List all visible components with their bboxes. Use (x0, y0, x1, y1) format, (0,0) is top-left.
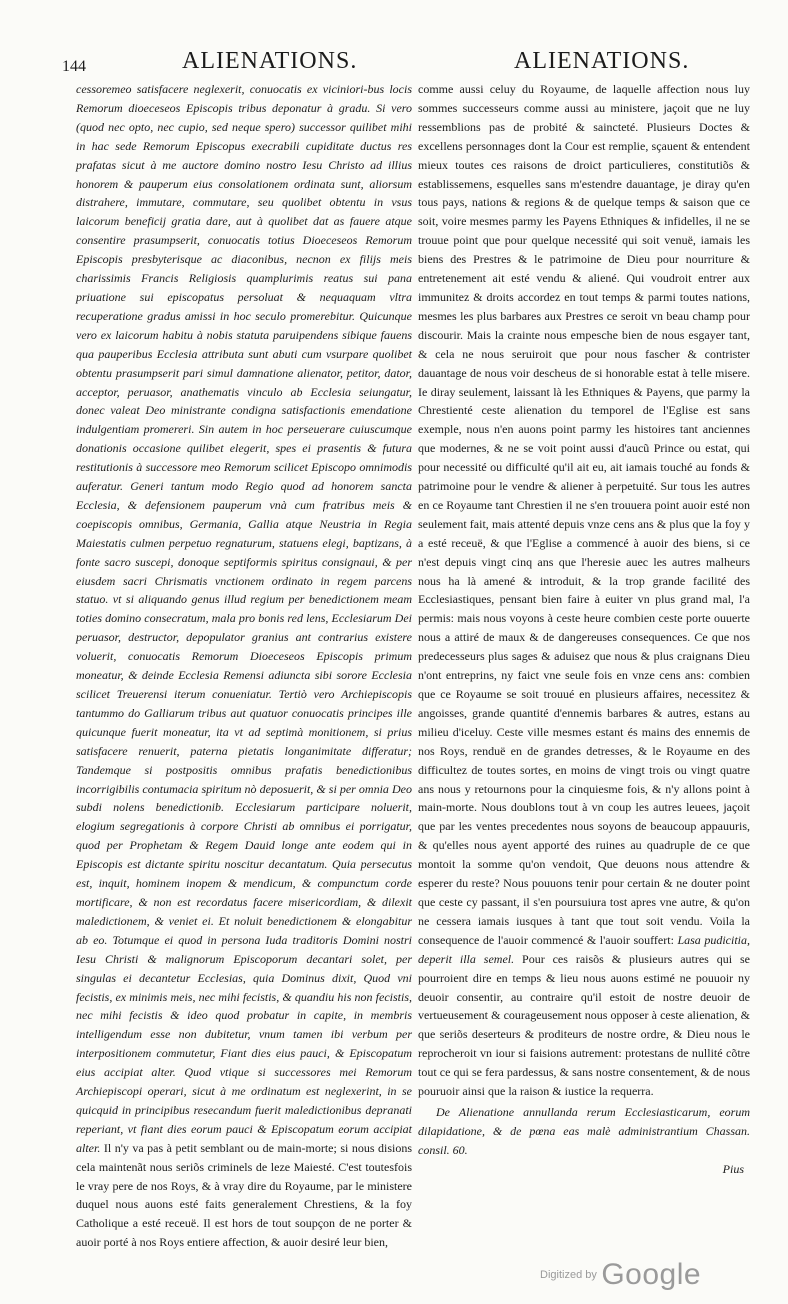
french-conclusion-text: Pour ces raisõs & plusieurs autres qui se pourroient dire en temps & lieu nous auons estimé ne pouuoir ny deuoir consentir, au contraire qu'il estoit de nostre deuoir de vertueusement & courageusement nous opposer à ceste alienation, & que seriõs deserteurs & proditeurs de nostre ordre, & Dieu nous le reprocheroit vn iour si faisions autrement: protestans de nullité cõtre tout ce qui se fera pardessus, & sans nostre consentement, & de nous pouruoir ainsi que la raison & iustice la requerra. (418, 951, 750, 1099)
running-title-left: ALIENATIONS. (182, 48, 358, 74)
right-column (418, 80, 750, 1160)
latin-quote: Lasa pudicitia, deperit illa semel. (418, 932, 750, 966)
watermark-prefix: Digitized by (540, 1269, 597, 1281)
folio-number: 144 (62, 58, 86, 75)
catchword: Pius (722, 1162, 744, 1176)
french-commentary-text: Il n'y va pas à petit semblant ou de main-morte; si nous disions cela maintenãt nous seriõs criminels de leze Maiesté. C'est toutesfois le vray pere de nos Roys, & à vray dire du Royaume, par le ministere duquel nous auons esté faits generalement Chrestiens, & la foy Catholique a esté receuë. Il est hors de tout soupçon de ne porter & auoir porté à nos Roys entiere affection, & auoir desiré leur bien, (76, 1140, 413, 1250)
marginal-note: De Alienatione annullanda rerum Ecclesiasticarum, eorum dilapidatione, & de pœna eas malè administrantium Chassan. consil. 60. (418, 1104, 750, 1157)
running-title-right: ALIENATIONS. (514, 48, 690, 74)
latin-decree-text: cessoremeo satisfacere neglexerit, conuocatis ex viciniori-bus locis Remorum dioeceseos Episcopis tribus deponatur à gradu. Si vero (quod nec opto, nec cupio, sed neque spero) successor quilibet mihi in hac sede Remorum Episcopus execrabili cupiditate ductus res prafatas sicut à me auctore domino nostro Iesu Christo ad illius honorem & pauperum eius consolationem ordinata sunt, aliorsum distrahere, immutare, commutare, seu quolibet obtentu in vsus laicorum beneficij gratia dare, aut à quolibet dat as fauere atque consentire prasumpserit, conuocatis totius Dioeceseos Remorum Episcopis presbyterisque ac diaconibus, necnon ex filijs meis charissimis Francis Religiosis quamplurimis reatus sui pana priuatione sui episcopatus persoluat & nequaquam vltra recuperatione gradus amissi in hoc seculo promerebitur. Quicunque vero ex laicorum habitu à nobis statuta paruipendens sibique fauens qua pauperibus Ecclesia attributa sunt abuti cum vsurpare quolibet obtentu prasumpserit pari simul damnatione alienator, petitor, dator, acceptor, peruasor, anathematis vinculo ab Ecclesia seiungatur, donec valeat Deo ministrante condigna satisfactionis emendatione indulgentiam promereri. Sin autem in hoc perseuerare cuiuscumque donationis occasione quilibet elegerit, spes ei prasentis & futura restitutionis à successore meo Remorum scilicet Episcopo omnimodis auferatur. Generi tantum modo Regio quod ad honorem sancta Ecclesia, & defensionem pauperum vnà cum fratribus meis & coepiscopis omnibus, Germania, Gallia atque Neustria in Regia Maiestatis culmen perpetuo regnaturum, statuens elegi, baptizans, à fonte sacro suscepi, donoque septiformis spiritus consignaui, & per eiusdem sacri Chrismatis vnctionem ordinato in regem parcens statuo. vt si aliquando genus illud regium per benedictionem meam toties domino consecratum, mala pro bonis red lens, Ecclesiarum Dei peruasor, destructor, depopulator granius ant contrarius existere voluerit, conuocatis Remorum Dioeceseos Episcopis primum moneatur, & deinde Ecclesia Remensi adiuncta sibi sorore Ecclesia scilicet Treuerensi iterum conueniatur. Tertiò vero Archiepiscopis tantummo do Galliarum tribus aut quatuor conuocatis principes ille quicunque fuerit moneatur, ita vt ad septimà monitionem, si prius satisfacere renuerit, paterna pietatis longanimitate differatur; Tandemque si postpositis omnibus prafatis benedictionibus incorrigibilis contumacia spiritum nò deposuerit, & si per omnia Deo subdi nolens benedictionib. Ecclesiarum participare noluerit, elogium segregationis à corpore Christi ab omnibus ei porrigatur, quod per Prophetam & Regem Dauid longe ante eodem qui in Episcopis est dictante spiritu noscitur decantatum. Quia persecutus est, inquit, hominem inopem & mendicum, & compunctum corde mortificare, & non est recordatus facere misericordiam, & dilexit maledictionem, & veniet ei. Et noluit benedictionem & elongabitur ab eo. Totumque ei quod in persona Iuda traditoris Domini nostri Iesu Christi & malignorum Episcoporum decantari solet, per singulas ei decantetur Ecclesias, quia Dominus dixit, Quod vni fecistis, ex minimis meis, nec mihi fecistis, & quandiu his non fecistis, nec mihi fecistis & ideo quod probatur in capite, in membris intelligendum esse non dubitetur, vnum tamen ibi verbum per interpositionem commutetur, Fiant dies eius pauci, & Episcopatum eius accipiat alter. Quod vtique si successores mei Remorum Archiepiscopi operari, sicut à me ordinatum est neglexerint, in se quicquid in principibus resecandum fuerit maledictionibus depranati reperiant, vt fiant dies eorum pauci & Episcopatum eorum accipiat alter. (76, 82, 412, 1155)
digitized-watermark (540, 1258, 701, 1292)
french-body-text: comme aussi celuy du Royaume, de laquelle affection nous luy sommes successeurs comme aussi au ministere, jaçoit que ne luy ressemblions pas de probité & saincteté. Plusieurs Doctes & excellens personnages dont la Cour est remplie, sçauent & entendent mieux toutes ces raisons de droict particulieres, constitutiõs & establissemens, esquelles sans m'estendre dauantage, je diray qu'en tous pays, nations & regions & de quelque temps & saison que ce soit, voire mesmes parmy les Payens Ethniques & infidelles, il ne se trouue point que pour quelque necessité qui soit venuë, iamais les biens des Prestres & le patrimoine de Dieu pour nourriture & entretenement ait esté vendu & aliené. Qui voudroit entrer aux immunitez & droits accordez en tout temps & parmi toutes nations, mesmes les plus barbares aux Prestres ce seroit vn beau champ pour discourir. Mais la crainte nous empesche bien de nous esgayer tant, & cela ne nous seruiroit que pour nous fascher & contrister dauantage de nous voir descheus de si honorable estat à telle misere. Ie diray seulement, laissant là les Ethniques & Payens, que parmy la Chrestienté ceste alienation du temporel de l'Eglise est sans exemple, nous n'en auons point parmy les histoires tant anciennes que modernes, & ne se voit point aussi d'aucũ Prince ou estat, qui pour necessité ou difficulté qu'il ait eu, ait iamais touché au fonds & patrimoine pour le vendre & aliener à perpetuité. Sur tous les autres en ce Royaume tant Chrestien il ne s'en trouuera point auoir esté non seulement fait, mais attenté depuis vnze cens ans & plus que la foy y a esté receuë, & que l'Eglise a commencé à auoir des biens, si ce n'est depuis vingt cinq ans que l'heresie auec les autres malheurs nous ha là amené & introduit, & la trop grande facilité des Ecclesiastiques, pensant bien faire à euiter vn plus grand mal, l'a permis: mais nous voyons à ceste heure combien ceste porte ouuerte nous a attiré de maux & de dangereuses consequences. Ce que nos predecesseurs plus sages & aduisez que nous & plus craignans Dieu n'ont entreprins, ny faict vne seule fois en vnze cens ans: combien que ce Royaume se soit trouué en plusieurs affaires, necessitez & angoisses, grande quantité d'ennemis barbares & autres, estans au milieu d'iceluy. Ceste ville mesmes estant és mains des ennemis de nos Roys, renduë en de grandes detresses, & le Royaume en des difficultez de toutes sortes, en moins de vingt trois ou vingt quatre ans nous y retournons pour la cinquiesme fois, & n'y allons point à main-morte. Nous doublons tout à vn coup les autres leuees, jaçoit que par les ventes precedentes nous soyons de beaucoup appauuris, & qu'elles nous ayent apporté des ruines au quadruple de ce que montoit la somme qu'on vendoit, Que deuons nous attendre & esperer du reste? Nous pouuons tenir pour certain & ne douter point que ceste cy passant, il s'en poursuiura tost apres vne autre, & qu'on ne cessera iamais iusques à tant que tout soit vendu. Voila la consequence de l'auoir commencé & l'auoir souffert: (418, 82, 750, 947)
left-column (76, 80, 412, 1252)
google-logo: Google (601, 1258, 702, 1291)
